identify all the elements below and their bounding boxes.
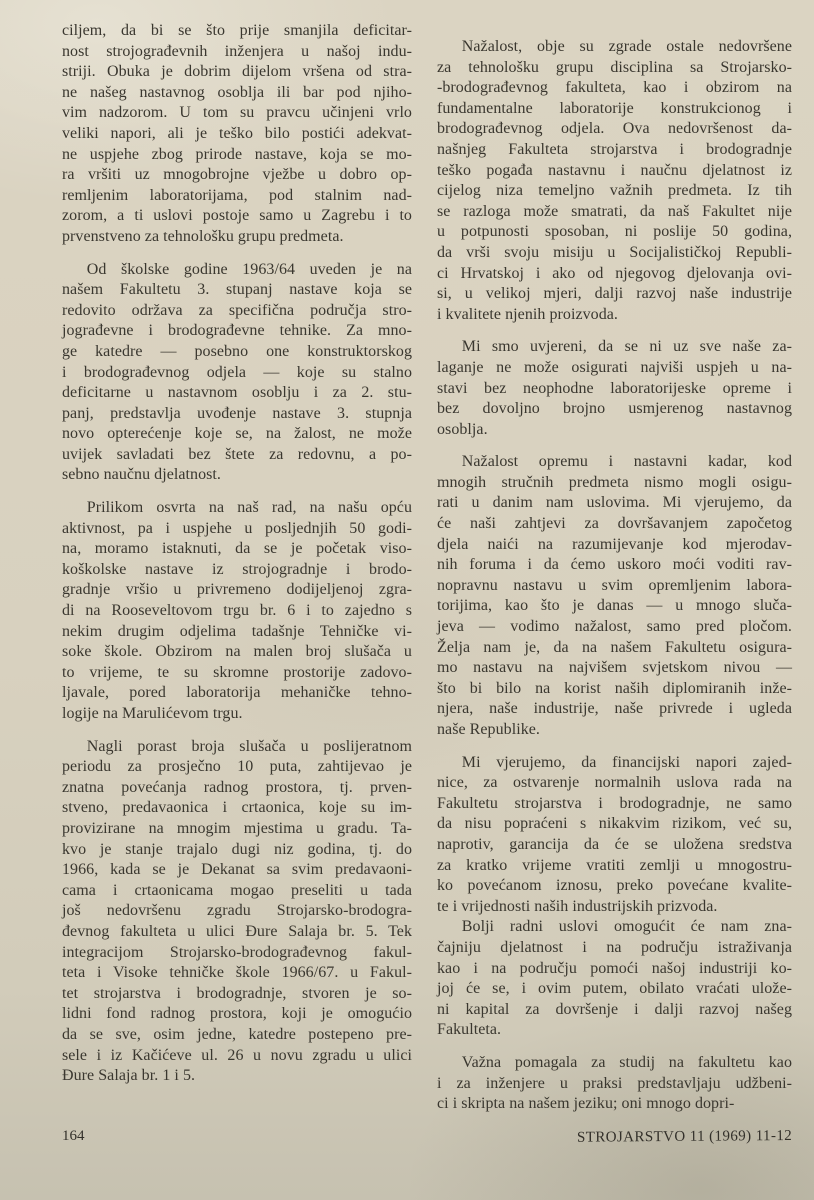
paragraph-right-3 bbox=[437, 452, 792, 740]
text-line: fundamentalne laboratorije konstrukcionog i bbox=[437, 99, 792, 117]
text-line: Fakultetu strojarstva i brodogradnje, ne samo bbox=[437, 794, 792, 812]
text-line: stavi bez neophodne laboratorijeske opreme i bbox=[437, 379, 792, 397]
text-line: vim nadzorom. U tom su pravcu učinjeni vrlo bbox=[62, 104, 412, 122]
left-column bbox=[62, 21, 412, 1115]
text-line: prvenstveno za tehnološku grupu predmeta. bbox=[62, 227, 344, 245]
text-line: novo opterećenje koje se, na žalost, ne može bbox=[62, 425, 412, 443]
text-line: ljavale, pored laboratorija mehaničke tehno- bbox=[62, 684, 412, 702]
text-line: nekim drugim odjelima tadašnje Tehničke vi- bbox=[62, 622, 412, 640]
text-line: Nagli porast broja slušača u poslijeratnom bbox=[86, 737, 412, 755]
text-line: logije na Marulićevom trgu. bbox=[62, 705, 243, 722]
text-line: rati u danim nam uslovima. Mi vjerujemo, da bbox=[437, 494, 792, 512]
text-line: ci Hrvatskoj i ako od njegovog djelovanja ovi- bbox=[437, 264, 792, 282]
text-line: periodu za prosječno 10 puta, zahtijevao je bbox=[62, 758, 412, 776]
text-line: di na Rooseveltovom trgu br. 6 i to zajedno s bbox=[62, 602, 412, 620]
text-line: Od školske godine 1963/64 uveden je na bbox=[86, 260, 412, 278]
text-line: njera, naše industrije, naše privrede i ugleda bbox=[437, 700, 792, 718]
text-line: Bolji radni uslovi omogućit će nam zna- bbox=[461, 918, 792, 936]
text-line: provizirane na mnogim mjestima u gradu. Ta- bbox=[62, 819, 412, 837]
text-line: nih foruma i da ćemo uskoro moći voditi rav- bbox=[437, 556, 792, 574]
text-line: jograđevne i brodograđevne tehnike. Za mno- bbox=[62, 322, 412, 340]
text-line: Fakulteta. bbox=[437, 1021, 502, 1039]
text-line: kvo je stanje trajalo dugi niz godina, tj. do bbox=[62, 840, 412, 858]
text-line: ge katedre — posebno one konstruktorskog bbox=[62, 342, 412, 360]
text-line: kao i na području pomoći našoj industriji ko- bbox=[437, 959, 792, 977]
text-line: bez dovoljno brojno usmjerenog nastavnog bbox=[437, 400, 792, 418]
text-line: u potpunosti sposoban, ni poslije 50 godina, bbox=[437, 223, 792, 241]
text-line: cijelog niza temeljno važnih predmeta. Iz tih bbox=[437, 182, 792, 200]
text-line: si, u velikoj mjeri, dalji razvoj naše industrije bbox=[437, 285, 792, 303]
text-line: ne uspjehe zbog prirode nastave, koja se mo- bbox=[62, 145, 412, 163]
text-line: ko povećanom iznosu, preko povećane kvalite- bbox=[437, 877, 792, 895]
text-line: deficitarne u nastavnom osoblju i za 2. stu- bbox=[62, 384, 412, 402]
text-line: ci i skripta na našem jeziku; oni mnogo dopri- bbox=[437, 1095, 735, 1113]
text-line: đevnog fakulteta u ulici Đure Salaja br. 5. Tek bbox=[62, 922, 412, 940]
text-line: teta i Visoke tehničke škole 1966/67. u Fakul- bbox=[62, 964, 412, 982]
text-line: uvijek savladati bez štete za redovnu, a po- bbox=[62, 445, 412, 463]
text-line: da nisu popraćeni s nikakvim rizikom, već su, bbox=[437, 815, 792, 833]
text-line: jeva — vodimo nažalost, samo pred pločom. bbox=[437, 618, 792, 636]
text-line: stveno, predavaonica i crtaonica, koje su im- bbox=[62, 799, 412, 817]
paragraph-right-1 bbox=[437, 37, 792, 325]
text-line: Mi vjerujemo, da financijski napori zajed- bbox=[461, 753, 792, 771]
text-line: će naši zahtjevi za dovršavanjem započetog bbox=[437, 515, 792, 533]
text-line: za tehnološku grupu disciplina sa Strojarsko- bbox=[437, 58, 792, 76]
text-line: i za inženjere u praksi predstavljaju udžbeni- bbox=[437, 1074, 792, 1092]
text-line: što bi bilo na korist naših diplomiranih inže- bbox=[437, 679, 792, 697]
text-line: veliki napori, ali je teško bilo postići adekvat- bbox=[62, 124, 412, 142]
text-line: Nažalost, obje su zgrade ostale nedovršene bbox=[461, 38, 792, 55]
page-number: 164 bbox=[62, 1128, 85, 1144]
text-line: Važna pomagala za studij na fakultetu kao bbox=[461, 1053, 792, 1071]
text-line: to vrijeme, te su skromne prostorije zadovo- bbox=[62, 663, 412, 681]
text-line: Mi smo uvjereni, da se ni uz sve naše za- bbox=[461, 338, 792, 356]
text-line: čajniju djelatnost i na području istraživanja bbox=[437, 938, 792, 956]
text-line: ciljem, da bi se što prije smanjila deficitar- bbox=[62, 22, 412, 39]
text-line: još nedovršenu zgradu Strojarsko-brodogra- bbox=[62, 902, 412, 920]
text-line: brodograđevnog odjela. Ova nedovršenost da- bbox=[437, 120, 792, 138]
text-line: ni kapital za dovršenje i dalji razvoj našeg bbox=[437, 1000, 792, 1018]
text-line: koškolske nastave iz strojogradnje i brodo- bbox=[62, 560, 412, 578]
text-line: nost strojograđevnih inženjera u našoj indu- bbox=[62, 42, 412, 60]
text-line: mo nastavu na najvišem svjetskom nivou — bbox=[437, 659, 792, 677]
text-line: naše Republike. bbox=[437, 721, 540, 738]
paragraph-right-2 bbox=[437, 337, 792, 440]
paragraph-right-4 bbox=[437, 753, 792, 918]
text-line: gradnje vršio u privremeno dodijeljenoj zgra- bbox=[62, 581, 412, 599]
text-line: tet strojarstva i brodogradnje, stvoren je so- bbox=[62, 984, 412, 1002]
text-line: Đure Salaja br. 1 i 5. bbox=[62, 1067, 196, 1085]
right-column bbox=[437, 21, 792, 1115]
journal-reference: STROJARSTVO 11 (1969) 11-12 bbox=[576, 1128, 793, 1146]
text-line: zorom, a ti uslovi postoje samo u Zagrebu i to bbox=[62, 207, 412, 225]
text-line: aktivnost, pa i uspjehe u posljednjih 50 godi- bbox=[62, 519, 412, 537]
text-line: i kvalitete njenih proizvoda. bbox=[437, 305, 618, 323]
text-line: -brodograđevnog fakulteta, kao i obzirom na bbox=[437, 79, 792, 97]
paragraph-left-4 bbox=[62, 737, 412, 1087]
text-line: naprotiv, garancija da će se uložena sredstva bbox=[437, 835, 792, 853]
text-line: sebno naučnu djelatnost. bbox=[62, 466, 221, 484]
paragraph-left-1 bbox=[62, 21, 412, 248]
text-line: djela naići na razumijevanje kod mjerodav- bbox=[437, 535, 792, 553]
text-line: da se sve, osim jedne, katedre postepeno pre- bbox=[62, 1025, 412, 1043]
text-line: za kratko vrijeme vratiti zemlji u mnogostru- bbox=[437, 856, 792, 874]
text-line: joj će se, i ovim putem, obilato vraćati ulože- bbox=[437, 980, 792, 998]
text-line: ra vršiti uz mnogobrojne vježbe u dobro op- bbox=[62, 166, 412, 184]
paragraph-left-3 bbox=[62, 498, 412, 725]
text-line: Želja nam je, da na našem Fakultetu osigura- bbox=[437, 638, 792, 656]
text-line: integracijom Strojarsko-brodograđevnog fakul- bbox=[62, 943, 412, 961]
text-line: nice, za ostvarenje normalnih uslova rada na bbox=[437, 774, 792, 792]
text-line: sele i iz Kačićeve ul. 26 u novu zgradu u ulici bbox=[62, 1046, 412, 1064]
text-line: našem Fakultetu 3. stupanj nastave koja se bbox=[62, 281, 412, 299]
text-line: teško pogađa nastavnu i naučnu djelatnost iz bbox=[437, 161, 792, 179]
text-line: panj, predstavlja uvođenje nastave 3. stupnja bbox=[62, 404, 412, 422]
text-line: znatna povećanja radnog prostora, tj. prven- bbox=[62, 778, 412, 796]
text-line: redovito održava za specifična područja stro- bbox=[62, 301, 412, 319]
page-footer bbox=[62, 1128, 792, 1145]
paragraph-right-6 bbox=[437, 1053, 792, 1115]
text-line: remljenim laboratorijama, pod stalnim nad- bbox=[62, 186, 412, 204]
text-line: nopravnu nastavu u svim opremljenim labora- bbox=[437, 576, 792, 594]
text-line: 1966, kada se je Dekanat sa svim predavaoni- bbox=[62, 861, 412, 879]
text-line: cama i crtaonicama mogao preseliti u tada bbox=[62, 881, 412, 899]
text-line: striji. Obuka je dobrim dijelom vršena od stra- bbox=[62, 63, 412, 81]
paragraph-right-5 bbox=[437, 917, 792, 1041]
text-line: osoblja. bbox=[437, 420, 488, 438]
text-line: Nažalost opremu i nastavni kadar, kod bbox=[461, 453, 792, 471]
text-line: se razloga može smatrati, da naš Fakultet nije bbox=[437, 202, 792, 220]
text-line: ne našeg nastavnog osoblja ili bar pod njiho- bbox=[62, 83, 412, 101]
text-line: soke škole. Obzirom na malen broj slušača u bbox=[62, 643, 412, 661]
text-line: da vrši svoju misiju u Socijalističkoj Republi- bbox=[437, 243, 792, 261]
text-line: na, moramo istaknuti, da se je početak viso- bbox=[62, 540, 412, 558]
text-line: našnjeg Fakulteta strojarstva i brodogradnje bbox=[437, 140, 792, 158]
text-line: laganje ne može osigurati najviši uspjeh u na- bbox=[437, 358, 792, 376]
text-line: mnogih stručnih predmeta nismo mogli osigu- bbox=[437, 473, 792, 491]
paragraph-left-2 bbox=[62, 260, 412, 487]
text-line: torijima, kao što je danas — u mnogo sluča- bbox=[437, 597, 792, 615]
text-line: te i vrijednosti naših industrijskih prizvoda. bbox=[437, 897, 718, 915]
text-line: lidni fond radnog prostora, koji je omogućio bbox=[62, 1005, 412, 1023]
text-line: i brodograđevnog odjela — koje su stalno bbox=[62, 363, 412, 381]
text-line: Prilikom osvrta na naš rad, na našu opću bbox=[86, 499, 412, 517]
